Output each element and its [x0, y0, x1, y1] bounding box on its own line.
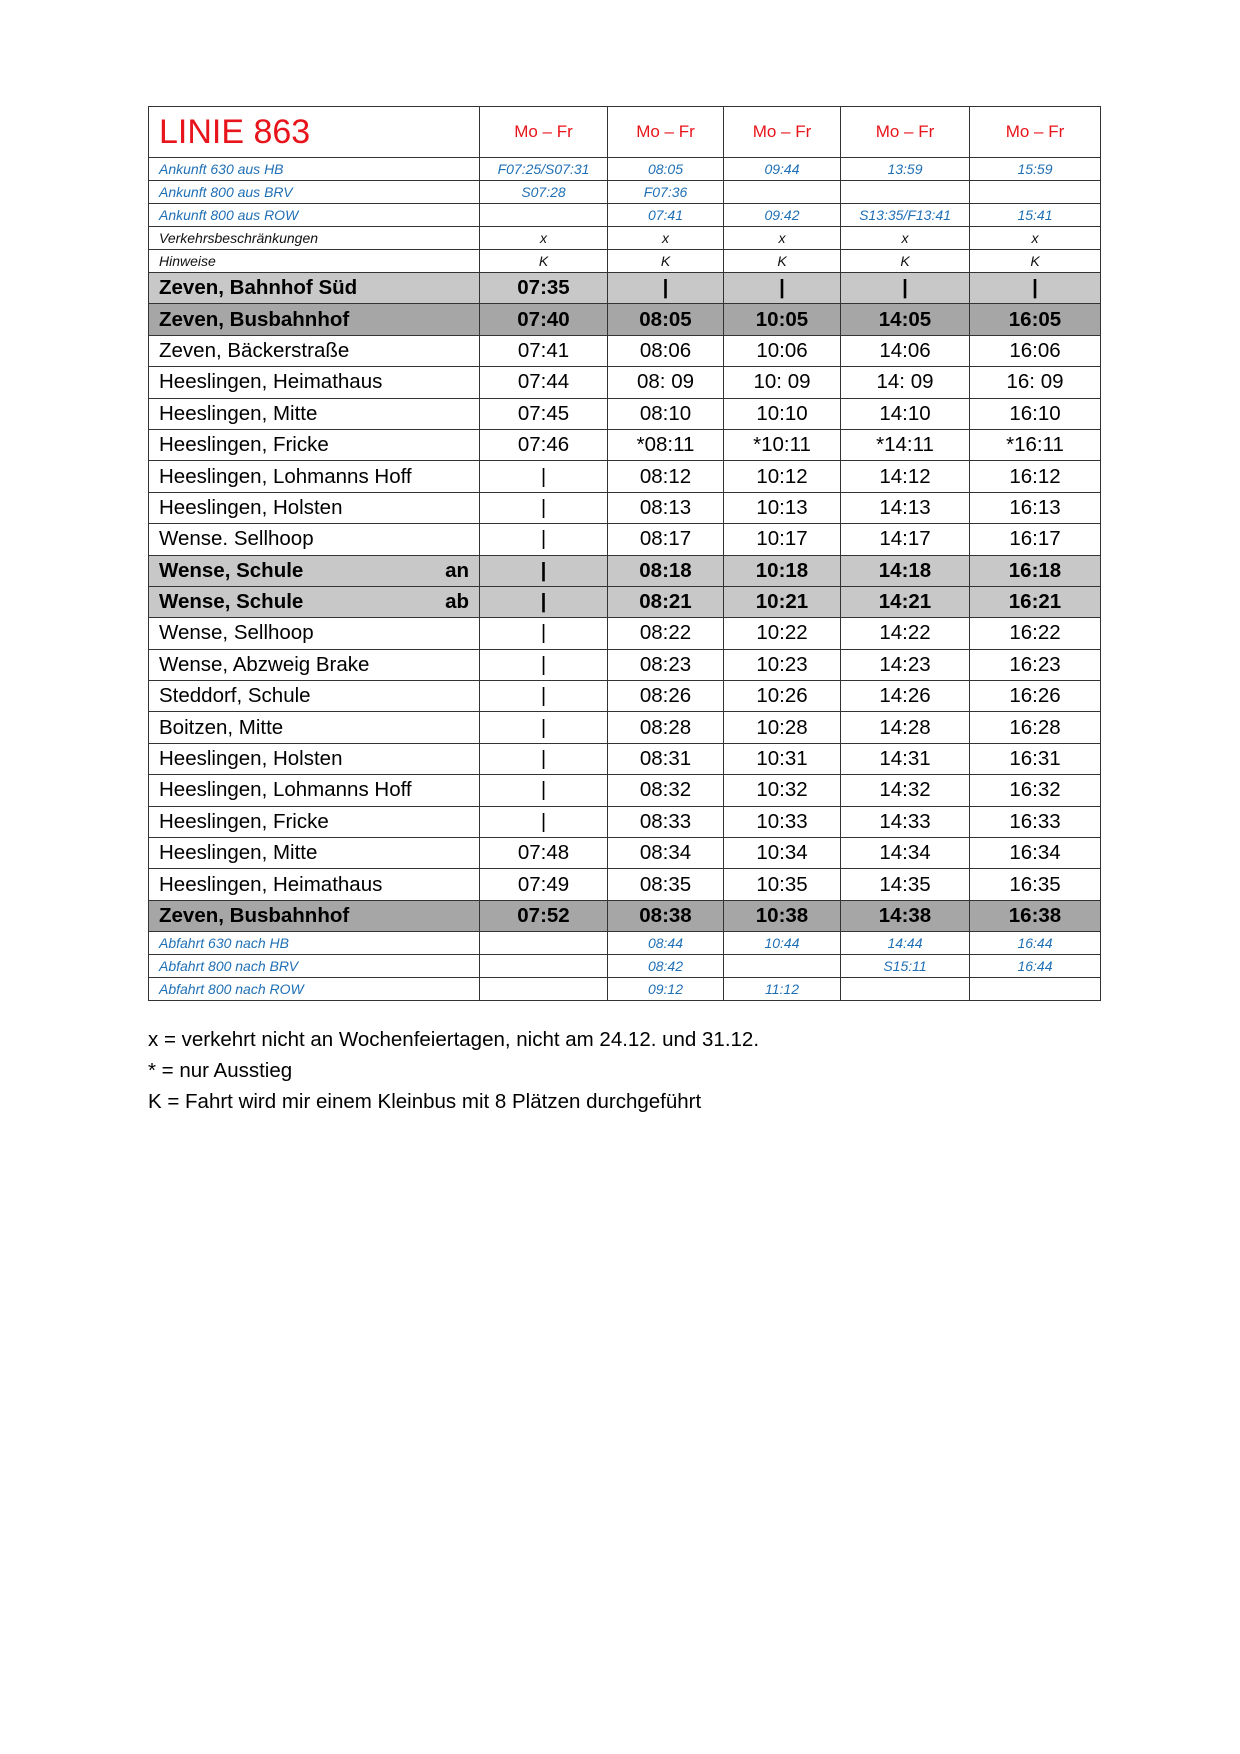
stop-name-wrap [159, 433, 469, 457]
stop-time: 16:32 [970, 775, 1101, 806]
legend-item-x: x = verkehrt nicht an Wochenfeiertagen, nicht am 24.12. und 31.12. [148, 1028, 760, 1051]
stop-time: 10:26 [724, 681, 841, 712]
stop-time: 16:33 [970, 806, 1101, 837]
stop-time: 08:38 [608, 900, 724, 931]
departure-row-value: 16:44 [970, 932, 1101, 955]
stop-name-cell [149, 273, 480, 304]
stop-time: 16:10 [970, 398, 1101, 429]
legend-item-k: K = Fahrt wird mir einem Kleinbus mit 8 Plätzen durchgeführt [148, 1090, 702, 1113]
stop-time: | [480, 649, 608, 680]
stop-time: 14:26 [841, 681, 970, 712]
stop-name-wrap [159, 684, 469, 708]
stop-time: 07:49 [480, 869, 608, 900]
stop-time: 14:06 [841, 335, 970, 366]
stop-time: 14:05 [841, 304, 970, 335]
timetable-body [149, 107, 1101, 1001]
stop-suffix: an [445, 558, 469, 582]
stop-name: Heeslingen, Lohmanns Hoff [159, 464, 412, 488]
info-row-value: S07:28 [480, 181, 608, 204]
stop-name-wrap [159, 402, 469, 426]
stop-time: 16:23 [970, 649, 1101, 680]
stop-name-cell [149, 775, 480, 806]
stop-time: 08:28 [608, 712, 724, 743]
stop-row [149, 555, 1101, 586]
stop-name-wrap [159, 778, 469, 802]
stop-name-wrap [159, 339, 469, 363]
stop-name-cell [149, 586, 480, 617]
stop-time: 10:13 [724, 492, 841, 523]
stop-time: 16:18 [970, 555, 1101, 586]
stop-row [149, 335, 1101, 366]
stop-name-cell [149, 492, 480, 523]
stop-time: | [970, 273, 1101, 304]
info-row-label: Ankunft 800 aus ROW [149, 204, 480, 227]
stop-time: 08:05 [608, 304, 724, 335]
departure-row-value [480, 978, 608, 1001]
stop-time: 14:10 [841, 398, 970, 429]
day-label: Mo – Fr [724, 107, 841, 158]
departure-row-value: 16:44 [970, 955, 1101, 978]
stop-time: 08:17 [608, 524, 724, 555]
info-row-value: 09:44 [724, 158, 841, 181]
stop-time: 08:10 [608, 398, 724, 429]
stop-time: 16:34 [970, 838, 1101, 869]
stop-row [149, 900, 1101, 931]
stop-time: 16:35 [970, 869, 1101, 900]
stop-time: 10:34 [724, 838, 841, 869]
stop-time: 10:17 [724, 524, 841, 555]
info-row-label: Verkehrsbeschränkungen [149, 227, 480, 250]
stop-name-wrap [159, 653, 469, 677]
stop-row [149, 743, 1101, 774]
stop-name: Heeslingen, Heimathaus [159, 370, 383, 394]
stop-name-wrap [159, 559, 469, 583]
departure-row-value [480, 955, 608, 978]
departure-row-value: 08:42 [608, 955, 724, 978]
stop-row [149, 492, 1101, 523]
stop-time: | [480, 743, 608, 774]
info-row-value: S13:35/F13:41 [841, 204, 970, 227]
info-row [149, 250, 1101, 273]
stop-name-wrap [159, 747, 469, 771]
info-row-value [724, 181, 841, 204]
departure-row-label: Abfahrt 800 nach ROW [149, 978, 480, 1001]
stop-time: 14:21 [841, 586, 970, 617]
stop-time: 08:35 [608, 869, 724, 900]
legend-item-star: * = nur Ausstieg [148, 1059, 293, 1082]
info-row-value: 07:41 [608, 204, 724, 227]
stop-row [149, 367, 1101, 398]
info-row-value: x [841, 227, 970, 250]
stop-name-cell [149, 461, 480, 492]
stop-time: *10:11 [724, 429, 841, 460]
stop-name: Heeslingen, Mitte [159, 841, 318, 865]
stop-name-cell [149, 618, 480, 649]
stop-time: 08:32 [608, 775, 724, 806]
stop-time: 14:23 [841, 649, 970, 680]
stop-row [149, 586, 1101, 617]
stop-time: *14:11 [841, 429, 970, 460]
stop-time: | [480, 712, 608, 743]
departure-row-label: Abfahrt 630 nach HB [149, 932, 480, 955]
stop-time: 16:13 [970, 492, 1101, 523]
info-row-value: K [841, 250, 970, 273]
stop-time: 16: 09 [970, 367, 1101, 398]
stop-time: 08:18 [608, 555, 724, 586]
stop-time: 16:17 [970, 524, 1101, 555]
stop-time: 10:21 [724, 586, 841, 617]
stop-time: 07:48 [480, 838, 608, 869]
departure-row-value: 11:12 [724, 978, 841, 1001]
departure-row-value: 09:12 [608, 978, 724, 1001]
stop-time: 07:41 [480, 335, 608, 366]
info-row-value: 13:59 [841, 158, 970, 181]
stop-time: 14:22 [841, 618, 970, 649]
stop-time: 10:05 [724, 304, 841, 335]
stop-time: 08: 09 [608, 367, 724, 398]
departure-row-value: 08:44 [608, 932, 724, 955]
stop-name-cell [149, 806, 480, 837]
stop-time: 16:06 [970, 335, 1101, 366]
stop-suffix: ab [445, 590, 469, 614]
info-row-label: Hinweise [149, 250, 480, 273]
stop-time: 14:12 [841, 461, 970, 492]
departure-row [149, 978, 1101, 1001]
stop-name: Heeslingen, Mitte [159, 401, 318, 425]
stop-time: | [480, 681, 608, 712]
info-row-value [841, 181, 970, 204]
stop-time: | [841, 273, 970, 304]
stop-time: 08:26 [608, 681, 724, 712]
stop-time: 14:28 [841, 712, 970, 743]
stop-name: Zeven, Busbahnhof [159, 307, 350, 331]
stop-time: 16:05 [970, 304, 1101, 335]
stop-row [149, 524, 1101, 555]
stop-time: 10:22 [724, 618, 841, 649]
departure-row-value: S15:11 [841, 955, 970, 978]
stop-time: 10:38 [724, 900, 841, 931]
stop-name: Zeven, Busbahnhof [159, 904, 350, 927]
info-row-value: F07:25/S07:31 [480, 158, 608, 181]
stop-time: 14:17 [841, 524, 970, 555]
stop-time: 07:45 [480, 398, 608, 429]
header-row [149, 107, 1101, 158]
stop-name-cell [149, 900, 480, 931]
stop-time: 10:35 [724, 869, 841, 900]
stop-name: Heeslingen, Heimathaus [159, 872, 383, 896]
info-row-value: x [480, 227, 608, 250]
stop-row [149, 649, 1101, 680]
stop-time: 08:33 [608, 806, 724, 837]
stop-name: Wense, Schule [159, 558, 304, 582]
stop-name-wrap [159, 873, 469, 897]
info-row-value: K [480, 250, 608, 273]
info-row-value: 09:42 [724, 204, 841, 227]
stop-row [149, 869, 1101, 900]
stop-name-wrap [159, 308, 469, 332]
stop-time: 10:33 [724, 806, 841, 837]
departure-row [149, 955, 1101, 978]
info-row [149, 204, 1101, 227]
stop-name: Heeslingen, Fricke [159, 809, 329, 833]
stop-time: 10:23 [724, 649, 841, 680]
day-label: Mo – Fr [970, 107, 1101, 158]
stop-name-cell [149, 712, 480, 743]
stop-name: Steddorf, Schule [159, 684, 311, 708]
stop-time: 10:12 [724, 461, 841, 492]
stop-name: Zeven, Bahnhof Süd [159, 276, 358, 300]
stop-time: 08:34 [608, 838, 724, 869]
stop-time: 07:46 [480, 429, 608, 460]
stop-time: 16:22 [970, 618, 1101, 649]
stop-time: 14:33 [841, 806, 970, 837]
stop-name-cell [149, 838, 480, 869]
stop-name-cell [149, 743, 480, 774]
departure-row-value [841, 978, 970, 1001]
stop-row [149, 775, 1101, 806]
stop-name: Heeslingen, Lohmanns Hoff [159, 778, 412, 802]
stop-time: 14:31 [841, 743, 970, 774]
info-row-value [970, 181, 1101, 204]
stop-time: | [724, 273, 841, 304]
day-label: Mo – Fr [608, 107, 724, 158]
stop-name-cell [149, 398, 480, 429]
stop-time: 10:06 [724, 335, 841, 366]
stop-time: 08:12 [608, 461, 724, 492]
day-label: Mo – Fr [480, 107, 608, 158]
stop-name-wrap [159, 590, 469, 614]
stop-time: | [480, 492, 608, 523]
stop-name-wrap [159, 904, 469, 928]
stop-time: 07:35 [480, 273, 608, 304]
stop-row [149, 398, 1101, 429]
stop-time: | [480, 586, 608, 617]
stop-time: 14:34 [841, 838, 970, 869]
stop-time: 10:18 [724, 555, 841, 586]
stop-row [149, 838, 1101, 869]
info-row [149, 227, 1101, 250]
line-title: LINIE 863 [149, 107, 480, 158]
info-row-value: K [970, 250, 1101, 273]
stop-name-cell [149, 524, 480, 555]
stop-row [149, 273, 1101, 304]
stop-time: | [480, 806, 608, 837]
stop-name: Boitzen, Mitte [159, 715, 284, 739]
departure-row-value [724, 955, 841, 978]
info-row-value: 15:59 [970, 158, 1101, 181]
stop-time: 16:38 [970, 900, 1101, 931]
stop-time: *16:11 [970, 429, 1101, 460]
stop-name-cell [149, 429, 480, 460]
stop-name: Wense, Abzweig Brake [159, 652, 370, 676]
stop-time: | [480, 618, 608, 649]
stop-time: | [480, 775, 608, 806]
legend [148, 1024, 759, 1117]
stop-time: 14:35 [841, 869, 970, 900]
info-row-value [480, 204, 608, 227]
stop-time: 10:10 [724, 398, 841, 429]
stop-time: 10:32 [724, 775, 841, 806]
stop-time: 16:31 [970, 743, 1101, 774]
stop-name-cell [149, 869, 480, 900]
stop-time: 08:23 [608, 649, 724, 680]
stop-time: | [608, 273, 724, 304]
departure-row-value [480, 932, 608, 955]
stop-name-wrap [159, 370, 469, 394]
stop-time: 08:13 [608, 492, 724, 523]
stop-name: Wense. Sellhoop [159, 527, 314, 551]
stop-time: 10: 09 [724, 367, 841, 398]
stop-name: Zeven, Bäckerstraße [159, 338, 350, 362]
stop-time: 07:40 [480, 304, 608, 335]
stop-name-wrap [159, 621, 469, 645]
info-row-value: 15:41 [970, 204, 1101, 227]
stop-time: 16:21 [970, 586, 1101, 617]
info-row-label: Ankunft 800 aus BRV [149, 181, 480, 204]
stop-time: 08:06 [608, 335, 724, 366]
stop-time: 14:18 [841, 555, 970, 586]
stop-time: 14:13 [841, 492, 970, 523]
info-row [149, 158, 1101, 181]
stop-time: 16:28 [970, 712, 1101, 743]
day-label: Mo – Fr [841, 107, 970, 158]
stop-name: Heeslingen, Holsten [159, 747, 343, 771]
stop-time: 10:31 [724, 743, 841, 774]
stop-name: Heeslingen, Fricke [159, 433, 329, 457]
info-row-value: 08:05 [608, 158, 724, 181]
stop-time: 16:12 [970, 461, 1101, 492]
info-row-value: x [970, 227, 1101, 250]
info-row-value: K [608, 250, 724, 273]
info-row-label: Ankunft 630 aus HB [149, 158, 480, 181]
stop-time: 07:52 [480, 900, 608, 931]
stop-time: 08:22 [608, 618, 724, 649]
departure-row-value: 14:44 [841, 932, 970, 955]
stop-name-wrap [159, 276, 469, 300]
stop-name-wrap [159, 465, 469, 489]
stop-name: Wense, Sellhoop [159, 621, 314, 645]
stop-name: Heeslingen, Holsten [159, 495, 343, 519]
stop-time: 08:21 [608, 586, 724, 617]
info-row-value: x [724, 227, 841, 250]
stop-row [149, 681, 1101, 712]
stop-name-wrap [159, 716, 469, 740]
stop-row [149, 806, 1101, 837]
stop-row [149, 461, 1101, 492]
stop-time: | [480, 555, 608, 586]
stop-name-cell [149, 335, 480, 366]
stop-time: 10:28 [724, 712, 841, 743]
stop-row [149, 618, 1101, 649]
departure-row-value: 10:44 [724, 932, 841, 955]
stop-row [149, 712, 1101, 743]
departure-row-value [970, 978, 1101, 1001]
stop-time: | [480, 461, 608, 492]
stop-row [149, 429, 1101, 460]
stop-time: *08:11 [608, 429, 724, 460]
stop-time: 14: 09 [841, 367, 970, 398]
stop-name-cell [149, 367, 480, 398]
stop-row [149, 304, 1101, 335]
timetable [148, 106, 1101, 1001]
stop-time: 14:32 [841, 775, 970, 806]
info-row-value: K [724, 250, 841, 273]
stop-name-cell [149, 555, 480, 586]
info-row-value: x [608, 227, 724, 250]
stop-name-cell [149, 649, 480, 680]
info-row [149, 181, 1101, 204]
stop-time: 14:38 [841, 900, 970, 931]
stop-name-wrap [159, 810, 469, 834]
stop-time: 16:26 [970, 681, 1101, 712]
stop-name: Wense, Schule [159, 590, 304, 614]
stop-time: | [480, 524, 608, 555]
stop-name-cell [149, 304, 480, 335]
stop-time: 08:31 [608, 743, 724, 774]
info-row-value: F07:36 [608, 181, 724, 204]
stop-time: 07:44 [480, 367, 608, 398]
stop-name-wrap [159, 841, 469, 865]
departure-row [149, 932, 1101, 955]
stop-name-cell [149, 681, 480, 712]
departure-row-label: Abfahrt 800 nach BRV [149, 955, 480, 978]
stop-name-wrap [159, 527, 469, 551]
stop-name-wrap [159, 496, 469, 520]
